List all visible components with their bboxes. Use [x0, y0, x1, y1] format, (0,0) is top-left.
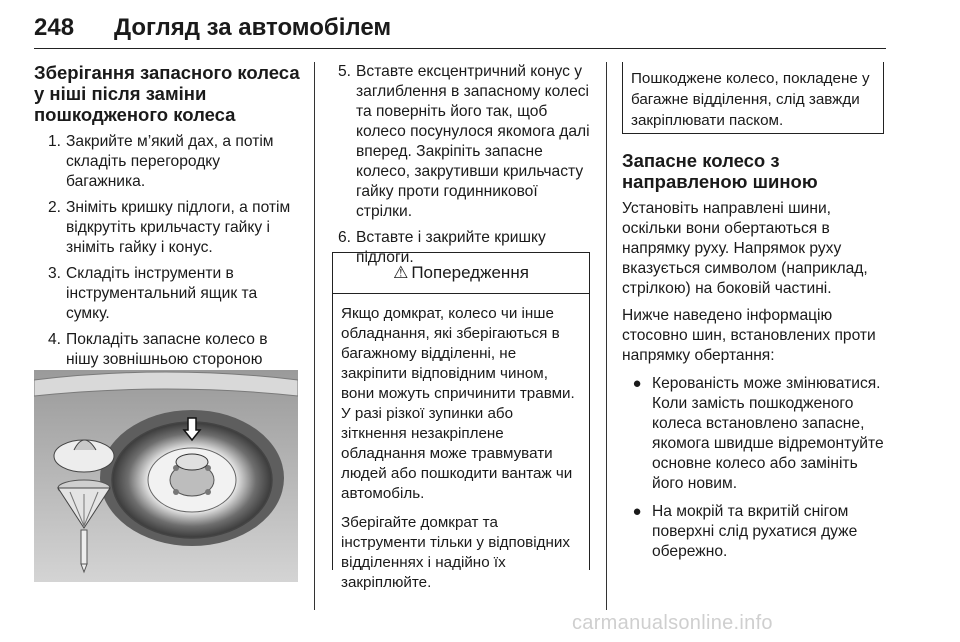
- step-text: Покладіть запасне колесо в нішу зовнішньою стороною: [66, 331, 268, 368]
- section-heading-directional-tyre: Запасне колесо з направленою шиною: [622, 150, 818, 192]
- body-paragraph: Нижче наведено інформацію стосовно шин, встановлених проти напрямку обертання:: [622, 307, 876, 364]
- steps-list: [330, 62, 592, 268]
- bullet-icon: ●: [632, 375, 642, 392]
- warning-paragraph: Зберігайте домкрат та інструменти тільки у відповідних відділеннях і надійно їх закріплюйте.: [341, 514, 570, 591]
- step-number: 1.: [47, 133, 61, 150]
- steps-list: [34, 132, 300, 390]
- step-number: 5.: [337, 63, 351, 80]
- chapter-title: Догляд за автомобілем: [114, 14, 392, 41]
- step-number: 6.: [337, 229, 351, 246]
- bullet-text: Керованість може змінюватися. Коли замість пошкодженого колеса встановлено запасне, якомога швидше відремонтуйте основне колесо або замініть його новим.: [652, 375, 884, 492]
- page-number: 248: [34, 14, 75, 41]
- list-item: [34, 132, 300, 192]
- list-item: [622, 374, 884, 494]
- list-item: [34, 264, 300, 324]
- column-divider: [314, 62, 315, 610]
- step-text: Вставте ексцентричний конус у заглиблення в запасному колесі та поверніть його так, щоб колесо посунулося якомога далі вперед. Закріпіть запасне колесо, закрутивши крильчасту гайку проти годинникової стрілки.: [356, 63, 590, 220]
- warning-box: [332, 252, 590, 591]
- list-item: [34, 198, 300, 258]
- warning-triangle-icon: ⚠: [393, 263, 409, 282]
- warning-header: [333, 252, 589, 294]
- step-number: 4.: [47, 331, 61, 348]
- step-text: Складіть інструменти в інструментальний ящик та сумку.: [66, 265, 258, 322]
- note-box: Пошкоджене колесо, покладене у багажне відділення, слід завжди закріплювати паском.: [622, 62, 884, 134]
- step-text: Закрийте м’який дах, а потім складіть перегородку багажника.: [66, 133, 274, 190]
- step-text: Зніміть кришку підлоги, а потім відкрутіть крильчасту гайку і зніміть гайку і конус.: [66, 199, 291, 256]
- bullet-list: [622, 374, 884, 562]
- column-middle: [330, 62, 592, 274]
- column-left: [34, 62, 300, 396]
- page-header: [34, 12, 886, 49]
- bullet-text: На мокрій та вкритій снігом поверхні слід рухатися дуже обережно.: [652, 503, 858, 560]
- watermark: carmanualsonline.info: [572, 612, 773, 634]
- section-heading-spare-storage: Зберігання запасного колеса у ніші після заміни пошкодженого колеса: [34, 62, 300, 125]
- list-item: [622, 502, 884, 562]
- spare-wheel-illustration: [34, 370, 298, 582]
- warning-title: Попередження: [411, 263, 529, 282]
- column-right: [622, 150, 884, 570]
- step-text: Вставте і закрийте кришку підлоги.: [356, 229, 546, 266]
- list-item: [330, 62, 592, 222]
- step-number: 3.: [47, 265, 61, 282]
- column-divider: [606, 62, 607, 610]
- warning-paragraph: Якщо домкрат, колесо чи інше обладнання, які зберігаються в багажному відділенні, не закріпити відповідним чином, вони можуть спричинити травми. У разі різкої зупинки або зіткнення незакріплене обладнання може травмувати людей або пошкодити вантаж чи автомобіль.: [341, 305, 575, 502]
- bullet-icon: ●: [632, 503, 642, 520]
- body-paragraph: Установіть направлені шини, оскільки вони обертаються в напрямку руху. Напрямок руху вказується символом (наприклад, стрілкою) на боковій частині.: [622, 200, 868, 297]
- step-number: 2.: [47, 199, 61, 216]
- warning-body: [333, 294, 589, 593]
